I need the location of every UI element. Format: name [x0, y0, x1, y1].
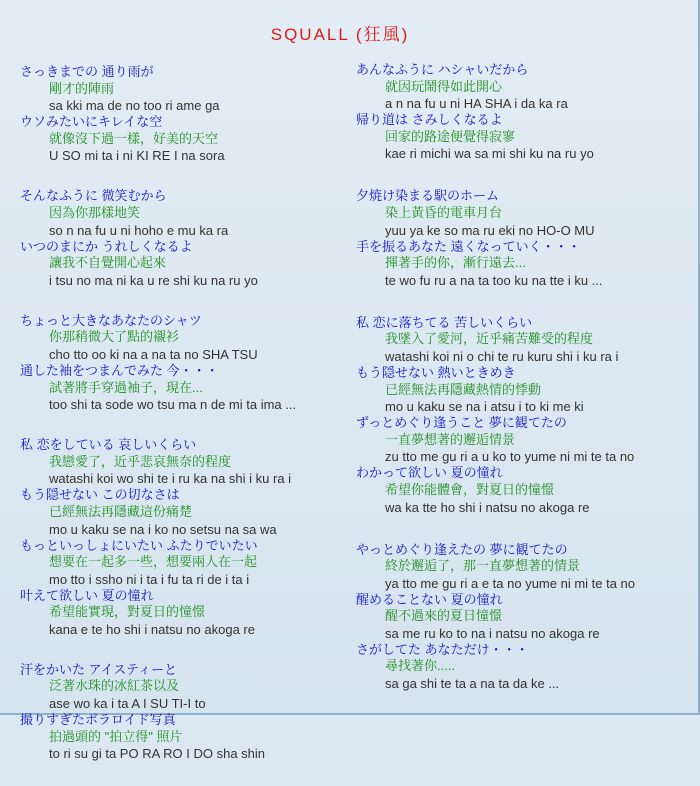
romaji-line: wa ka tte ho shi i natsu no akoga re — [385, 499, 590, 515]
lyrics-stanza — [20, 662, 355, 762]
japanese-lyric-line: そんなふうに 微笑むから — [20, 188, 167, 204]
chinese-translation-line: 一直夢想著的邂逅情景 — [385, 431, 516, 447]
chinese-translation-line: 希望你能體會，對夏日的憧憬 — [385, 481, 555, 497]
japanese-lyric-line: 帰り道は さみしくなるよ — [356, 112, 503, 128]
japanese-lyric-line: 撮りすぎたポラロイド写真 — [20, 712, 176, 728]
chinese-translation-line: 讓我不自覺開心起來 — [49, 255, 167, 271]
japanese-lyric-line: 醒めることない 夏の憧れ — [356, 591, 503, 607]
lyrics-stanza — [20, 437, 355, 638]
romaji-line: cho tto oo ki na a na ta no SHA TSU — [49, 346, 258, 362]
romaji-line: yuu ya ke so ma ru eki no HO-O MU — [385, 222, 595, 238]
romaji-line: sa kki ma de no too ri ame ga — [49, 98, 220, 114]
chinese-translation-line: 希望能實現，對夏日的憧憬 — [49, 604, 206, 620]
chinese-translation-line: 回家的路途便覺得寂寥 — [385, 128, 516, 144]
romaji-line: a n na fu u ni HA SHA i da ka ra — [385, 96, 568, 112]
romaji-line: mo u kaku se na i atsu i to ki me ki — [385, 399, 584, 415]
chinese-translation-line: 拍過頭的 "拍立得" 照片 — [49, 728, 183, 744]
romaji-line: mo tto i ssho ni i ta i fu ta ri de i ta i — [49, 571, 250, 587]
chinese-translation-line: 想要在一起多一些，想要兩人在一起 — [49, 554, 258, 570]
romaji-line: ya tto me gu ri a e ta no yume ni mi te ta no — [385, 575, 636, 591]
chinese-translation-line: 剛才的陣雨 — [49, 80, 115, 96]
lyrics-stanza — [356, 542, 691, 693]
japanese-lyric-line: 通した袖をつまんでみた 今・・・ — [20, 362, 219, 378]
chinese-translation-line: 試著將手穿過袖子，現在... — [49, 379, 203, 395]
japanese-lyric-line: あんなふうに ハシャいだから — [356, 62, 529, 77]
chinese-translation-line: 我戀愛了，近乎悲哀無奈的程度 — [49, 453, 232, 469]
lyrics-stanza — [20, 313, 355, 413]
chinese-translation-line: 尋找著你..... — [385, 658, 456, 674]
romaji-line: U SO mi ta i ni KI RE I na sora — [49, 148, 225, 164]
chinese-translation-line: 我墜入了愛河，近乎痛苦難受的程度 — [385, 331, 594, 347]
chinese-translation-line: 已經無法再隱藏熱情的悸動 — [385, 381, 542, 397]
japanese-lyric-line: 私 恋に落ちてる 苦しいくらい — [356, 314, 533, 330]
japanese-lyric-line: もう隠せない 熱いときめき — [356, 364, 516, 380]
japanese-lyric-line: やっとめぐり逢えたの 夢に観てたの — [356, 541, 568, 557]
lyrics-column-right — [356, 62, 691, 718]
romaji-line: zu tto me gu ri a u ko to yume ni mi te ta no — [385, 449, 635, 465]
chinese-translation-line: 揮著手的你，漸行遠去... — [385, 255, 526, 271]
japanese-lyric-line: 手を振るあなた 遠くなっていく・・・ — [356, 238, 581, 254]
chinese-translation-line: 泛著水珠的冰紅茶以及 — [49, 678, 180, 694]
japanese-lyric-line: 叶えて欲しい 夏の憧れ — [20, 587, 154, 603]
japanese-lyric-line: 私 恋をしている 哀しいくらい — [20, 437, 197, 453]
japanese-lyric-line: さがしてた あなただけ・・・ — [356, 641, 529, 657]
chinese-translation-line: 就像沒下過一樣，好美的天空 — [49, 130, 219, 146]
japanese-lyric-line: もっといっしょにいたい ふたりでいたい — [20, 537, 258, 553]
japanese-lyric-line: さっきまでの 通り雨が — [20, 64, 154, 79]
japanese-lyric-line: いつのまにか うれしくなるよ — [20, 238, 193, 254]
chinese-translation-line: 已經無法再隱藏這份痛楚 — [49, 503, 193, 519]
japanese-lyric-line: ずっとめぐり逢うこと 夢に観てたの — [356, 415, 567, 431]
romaji-line: to ri su gi ta PO RA RO I DO sha shin — [49, 746, 266, 762]
japanese-lyric-line: わかって欲しい 夏の憧れ — [356, 465, 503, 481]
chinese-translation-line: 染上黃昏的電車月台 — [385, 204, 503, 220]
romaji-line: kae ri michi wa sa mi shi ku na ru yo — [385, 146, 594, 162]
lyrics-stanza — [20, 64, 355, 164]
chinese-translation-line: 因為你那樣地笑 — [49, 204, 141, 220]
chinese-translation-line: 終於邂逅了，那一直夢想著的情景 — [385, 558, 581, 574]
romaji-line: watashi koi ni o chi te ru kuru shi i ku ra i — [385, 348, 619, 364]
romaji-line: so n na fu u ni hoho e mu ka ra — [49, 222, 229, 238]
romaji-line: te wo fu ru a na ta too ku na tte i ku ... — [385, 272, 603, 288]
lyrics-stanza — [356, 315, 691, 516]
romaji-line: sa ga shi te ta a na ta da ke ... — [385, 676, 560, 692]
japanese-lyric-line: 夕焼け染まる駅のホーム — [356, 188, 500, 204]
japanese-lyric-line: ウソみたいにキレイな空 — [20, 114, 163, 130]
romaji-line: too shi ta sode wo tsu ma n de mi ta ima ... — [49, 397, 297, 413]
romaji-line: i tsu no ma ni ka u re shi ku na ru yo — [49, 272, 258, 288]
chinese-translation-line: 就因玩鬧得如此開心 — [385, 78, 503, 94]
romaji-line: kana e te ho shi i natsu no akoga re — [49, 621, 255, 637]
romaji-line: mo u kaku se na i ko no setsu na sa wa — [49, 521, 277, 537]
romaji-line: sa me ru ko to na i natsu no akoga re — [385, 625, 600, 641]
japanese-lyric-line: 汗をかいた アイスティーと — [20, 661, 178, 677]
chinese-translation-line: 你那稍微大了點的襯衫 — [49, 329, 180, 345]
romaji-line: ase wo ka i ta A I SU TI-I to — [49, 696, 206, 712]
lyrics-stanza — [356, 188, 691, 288]
chinese-translation-line: 醒不過來的夏日憧憬 — [385, 608, 503, 624]
song-title: SQUALL (狂風) — [270, 25, 410, 44]
lyrics-column-left — [20, 64, 355, 786]
japanese-lyric-line: もう隠せない この切なさは — [20, 487, 180, 503]
japanese-lyric-line: ちょっと大きなあなたのシャツ — [20, 312, 202, 328]
romaji-line: watashi koi wo shi te i ru ka na shi i ku ra i — [49, 471, 292, 487]
lyrics-stanza — [20, 188, 355, 288]
lyrics-stanza — [356, 62, 691, 162]
